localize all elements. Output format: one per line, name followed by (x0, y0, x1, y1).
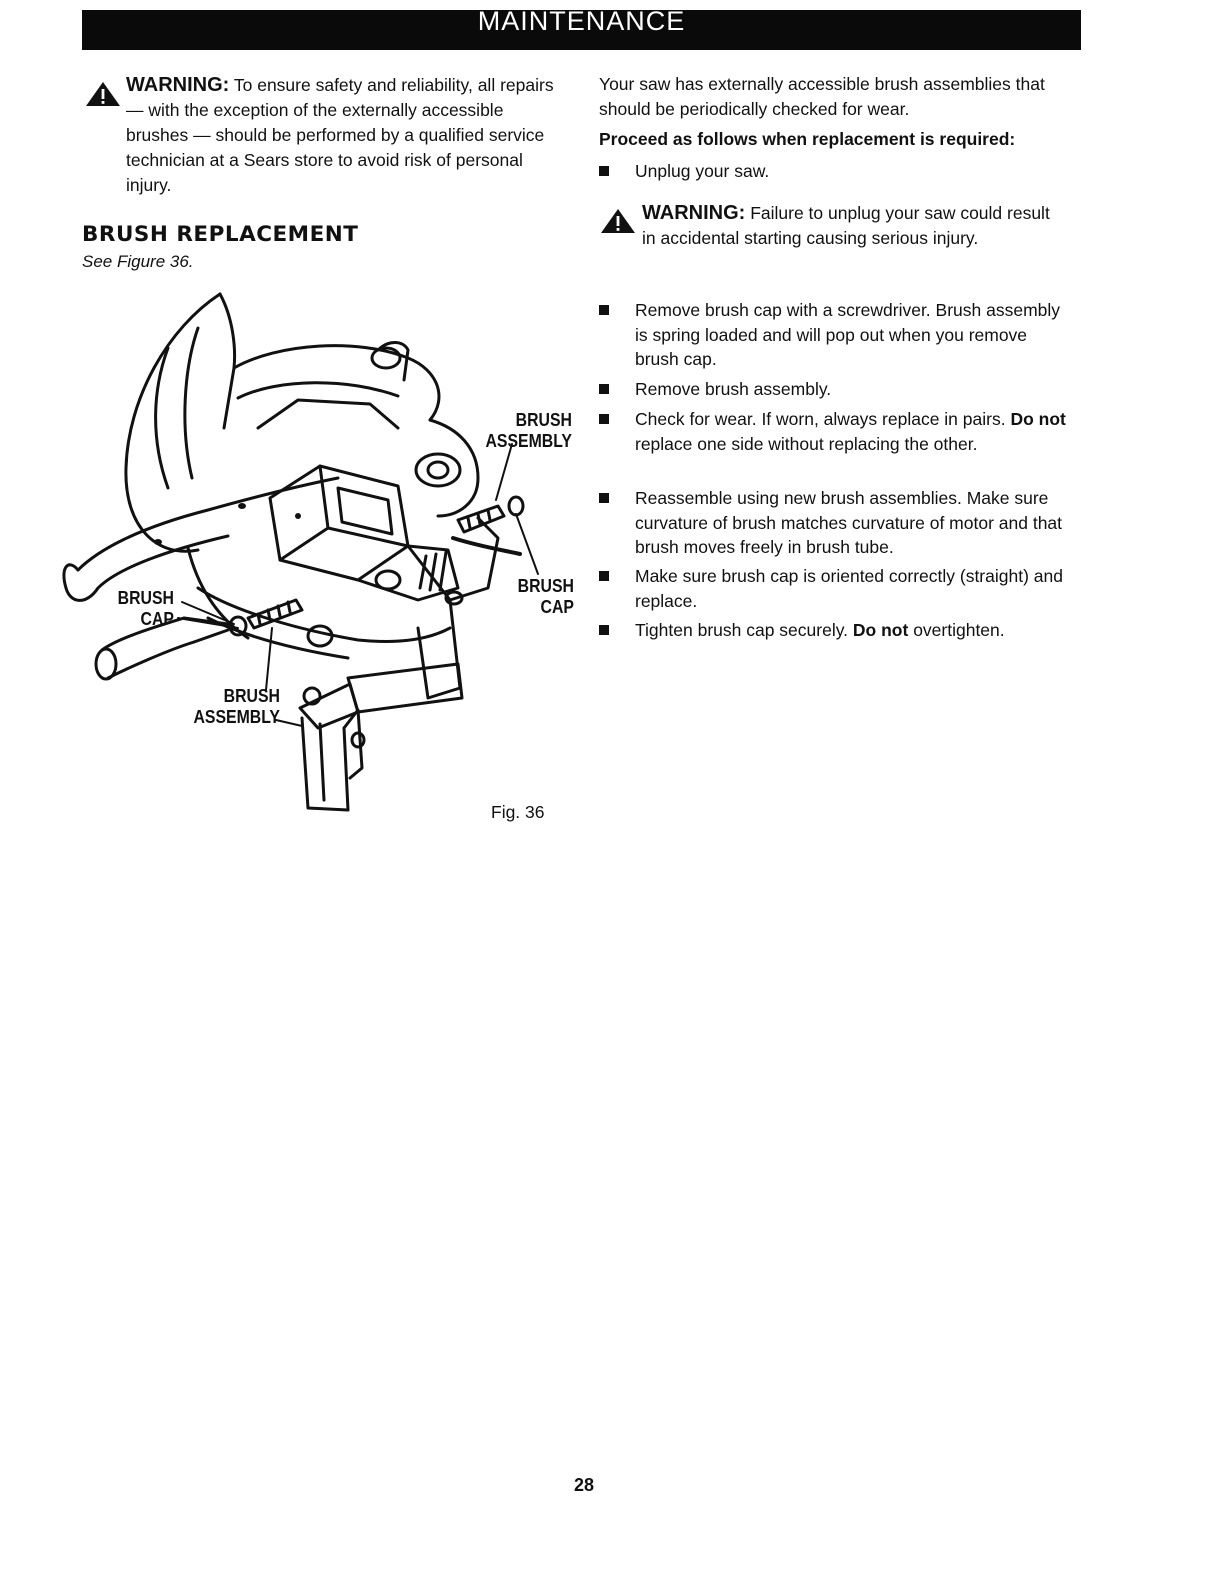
figure-label-brush-cap-right (505, 576, 574, 618)
step-remove-cap (599, 298, 1069, 372)
step-text: Remove brush cap with a screwdriver. Brush assembly is spring loaded and will pop out when you remove brush cap. (635, 300, 1061, 369)
label-line: ASSEMBLY (193, 707, 280, 727)
proceed-heading: Proceed as follows when replacement is required: (599, 129, 1016, 149)
figure-caption: Fig. 36 (491, 802, 545, 822)
miter-saw-illustration (58, 288, 588, 828)
figure-label-brush-cap-left (107, 588, 174, 630)
step-check-wear (599, 407, 1069, 481)
bullet-square-icon (599, 305, 609, 315)
left-warning (126, 73, 566, 198)
label-line: BRUSH (515, 410, 572, 430)
right-warning (642, 201, 1062, 251)
left-warning-label: WARNING: (126, 74, 230, 96)
bullet-square-icon (599, 166, 609, 176)
label-line: CAP (140, 609, 174, 629)
step-emphasis: Do not (1010, 409, 1066, 429)
bullet-square-icon (599, 571, 609, 581)
intro-paragraph: Your saw has externally accessible brush assemblies that should be periodically checked for wear. (599, 74, 1045, 119)
bullet-square-icon (599, 384, 609, 394)
step-text: Reassemble using new brush assemblies. Make sure curvature of brush matches curvature of motor and that brush moves freely in brush tube. (635, 488, 1063, 557)
label-line: CAP (540, 597, 574, 617)
step-text: Remove brush assembly. (635, 379, 832, 399)
step-orient-cap (599, 564, 1069, 614)
section-header-title: MAINTENANCE (477, 10, 686, 36)
step-tighten-cap (599, 618, 1069, 644)
section-title: BRUSH REPLACEMENT (82, 222, 359, 247)
label-line: BRUSH (517, 576, 574, 596)
bullet-square-icon (599, 493, 609, 503)
step-emphasis: Do not (852, 620, 909, 640)
step-text: Tighten brush cap securely. (635, 620, 849, 640)
bullet-square-icon (599, 625, 609, 635)
section-header-bar (82, 10, 1081, 50)
left-warning-text: To ensure safety and reliability, all repairs — with the exception of the externally accessible brushes — should be performed by a qualified service technician at a Sears store to avoid risk of personal injury. (126, 75, 554, 195)
step-text: Check for wear. If worn, always replace in pairs. (635, 409, 1006, 429)
figure-label-brush-assembly-right (482, 410, 572, 452)
label-line: BRUSH (223, 686, 280, 706)
section-figure-reference: See Figure 36. (82, 252, 194, 271)
warning-triangle-icon (84, 80, 122, 108)
step-text-rest: overtighten. (913, 620, 1005, 640)
step-unplug (599, 159, 1069, 185)
label-line: ASSEMBLY (485, 431, 572, 451)
step-remove-assembly (599, 377, 1069, 403)
step-text-rest: replace one side without replacing the other. (635, 433, 978, 454)
step-text-wrapper (635, 618, 1069, 643)
label-line: BRUSH (117, 588, 174, 608)
figure-label-brush-assembly-bottom (188, 686, 280, 728)
step-text-wrapper (635, 407, 1069, 456)
step-reassemble (599, 486, 1069, 560)
bullet-square-icon (599, 414, 609, 424)
page-number: 28 (574, 1475, 595, 1495)
right-warning-label: WARNING: (642, 202, 746, 224)
right-warning-text: Failure to unplug your saw could result in accidental starting causing serious injury. (642, 203, 1050, 248)
warning-triangle-icon (599, 207, 637, 235)
step-text: Make sure brush cap is oriented correctly (straight) and replace. (635, 566, 1063, 611)
step-text: Unplug your saw. (635, 161, 770, 181)
